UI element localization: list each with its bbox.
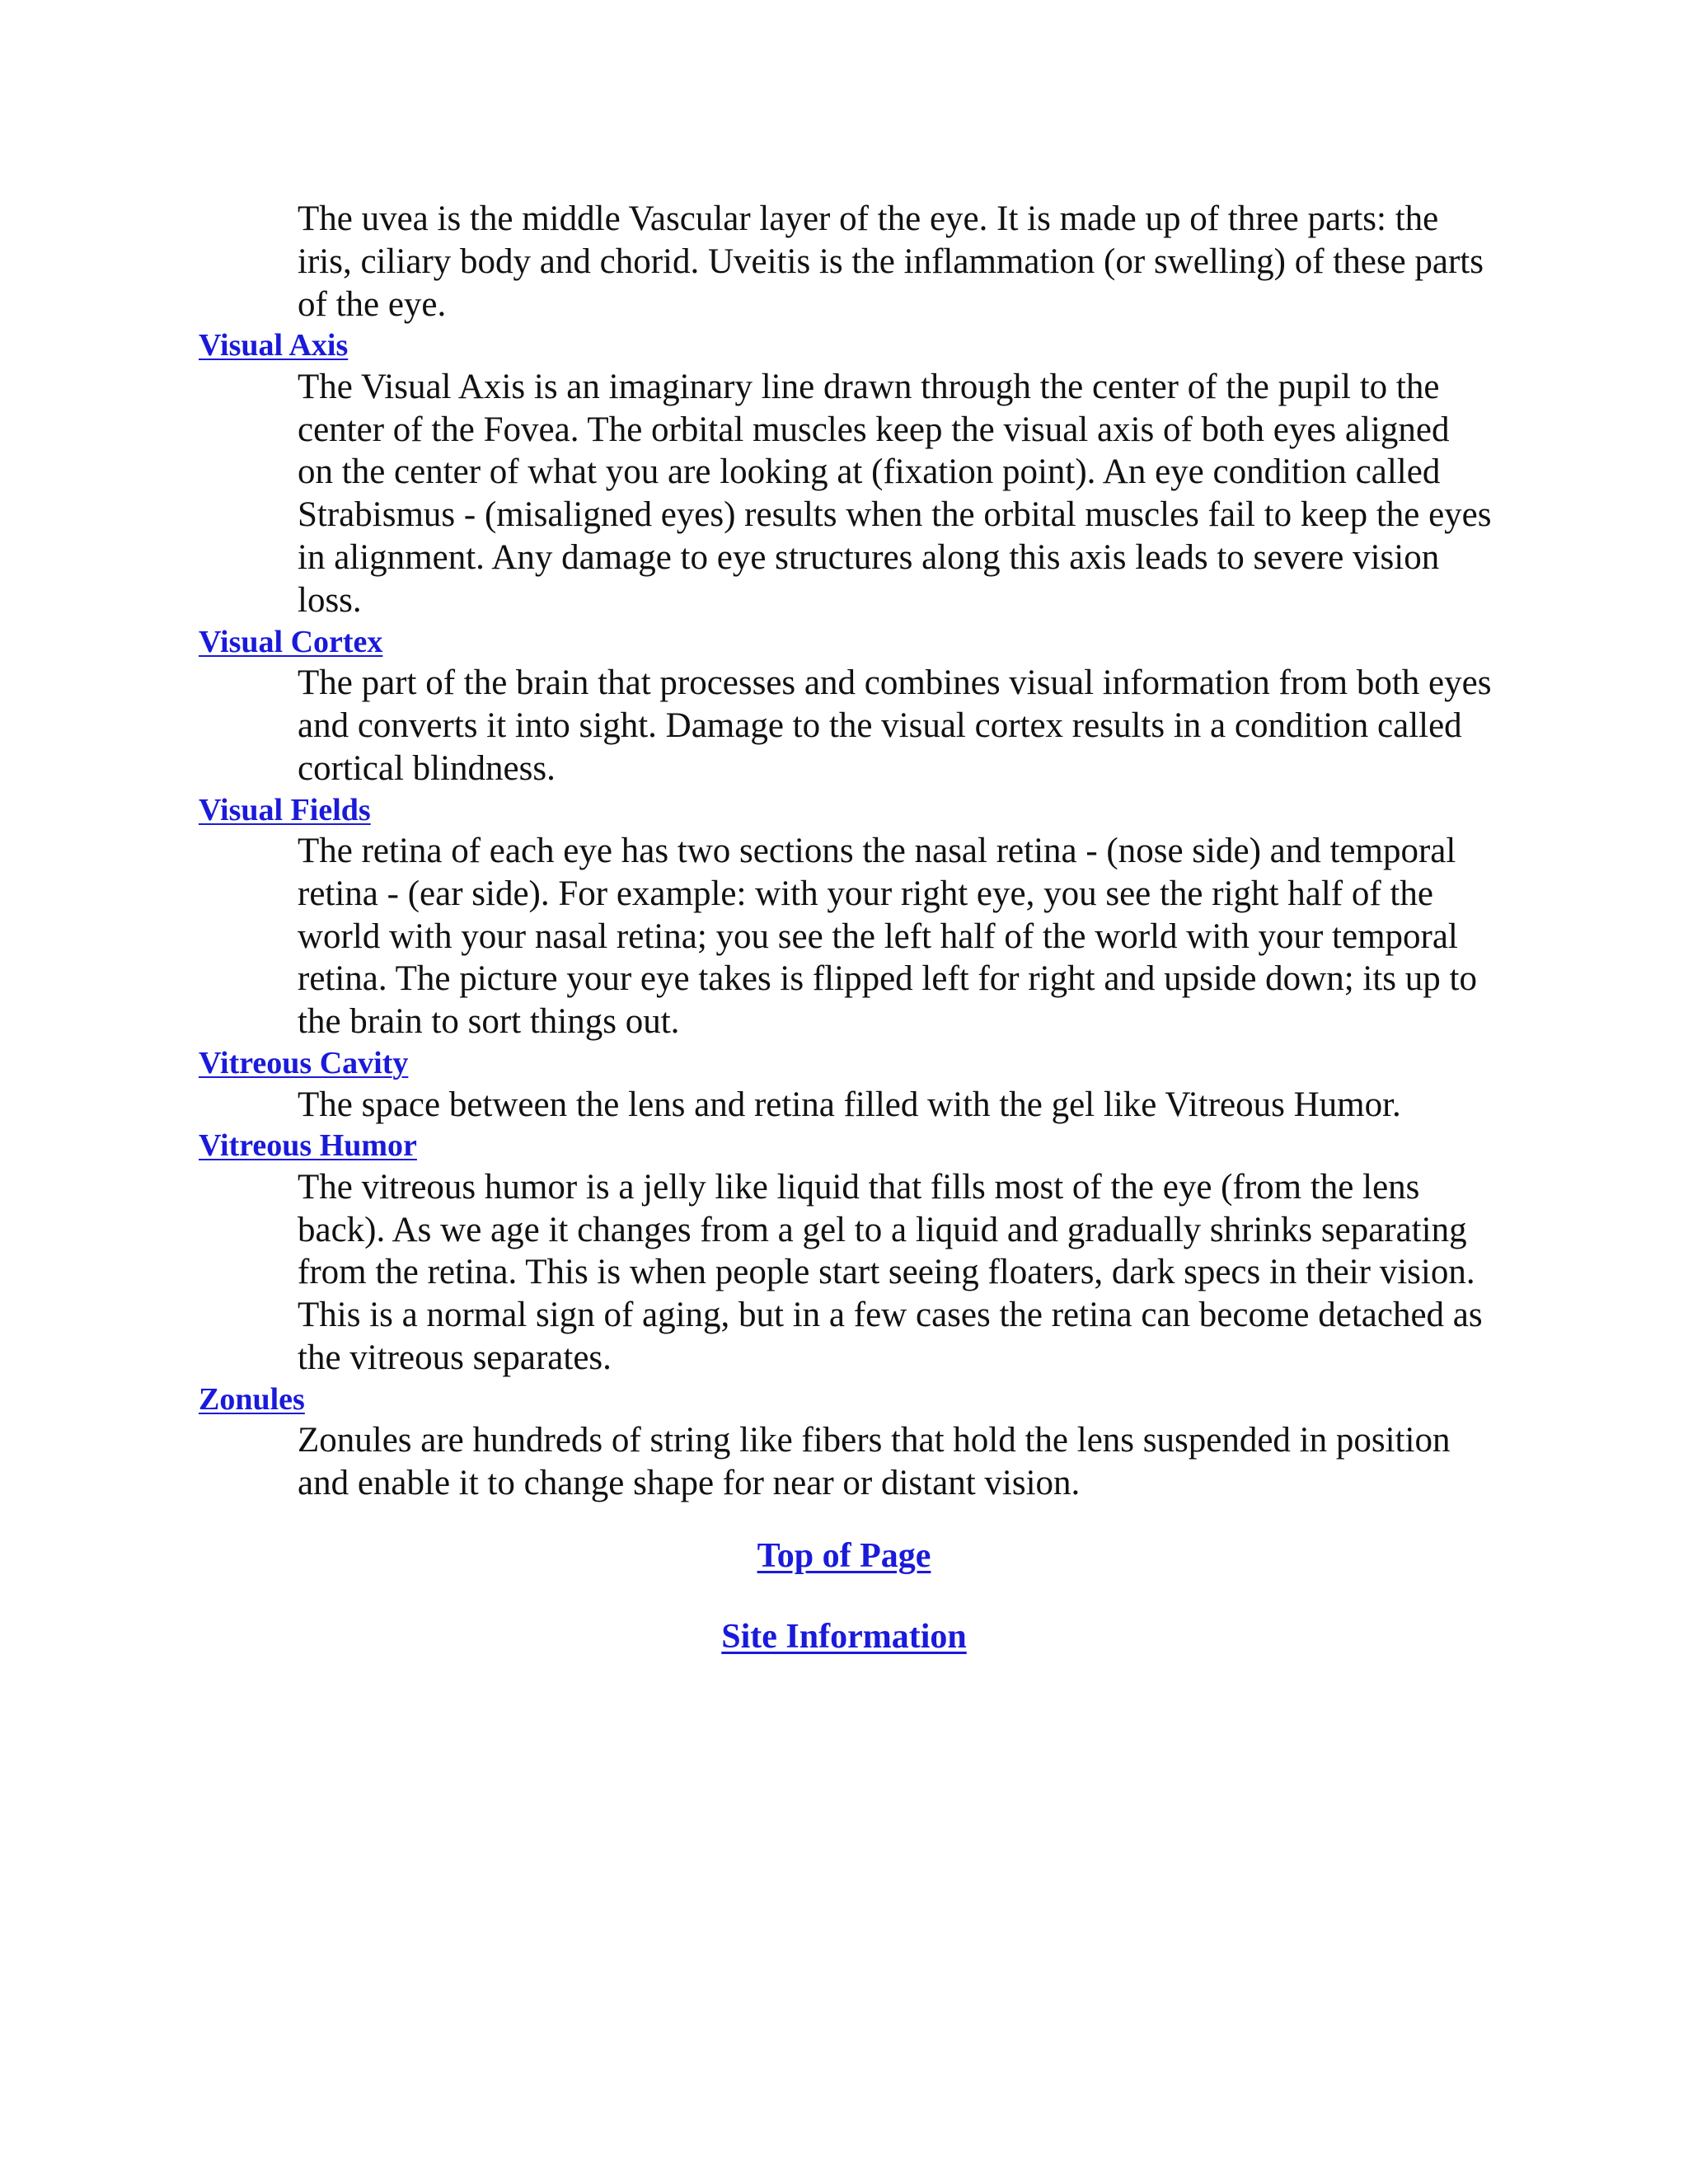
site-information-row <box>0 1615 1688 1658</box>
definition-visual-fields: The retina of each eye has two sections the nasal retina - (nose side) and temporal retina - (ear side). For example: with your right eye, you see the right half of the world with your nasal retina; you see the left half of the world with your temporal retina. The picture your eye takes is flipped left for right and upside down; its up to the brain to sort things out. <box>298 832 1477 1042</box>
definition-vitreous-humor: The vitreous humor is a jelly like liquid that fills most of the eye (from the lens back). As we age it changes from a gel to a liquid and gradually shrinks separating from the retina. This is when people start seeing floaters, dark specs in their vision. This is a normal sign of aging, but in a few cases the retina can become detached as the vitreous separates. <box>298 1167 1483 1378</box>
term-link-visual-fields[interactable]: Visual Fields <box>199 792 371 827</box>
glossary-content <box>199 198 1493 1505</box>
term-link-zonules[interactable]: Zonules <box>199 1381 305 1417</box>
term-link-visual-axis[interactable]: Visual Axis <box>199 328 349 363</box>
uvea-definition: The uvea is the middle Vascular layer of the eye. It is made up of three parts: the iris, ciliary body and chorid. Uveitis is the inflammation (or swelling) of these parts of the eye. <box>298 199 1484 324</box>
definition-zonules: Zonules are hundreds of string like fibers that hold the lens suspended in position and enable it to change shape for near or distant vision. <box>298 1421 1451 1503</box>
site-information-link[interactable]: Site Information <box>721 1618 967 1656</box>
term-link-vitreous-humor[interactable]: Vitreous Humor <box>199 1128 417 1164</box>
definition-visual-cortex: The part of the brain that processes and combines visual information from both eyes and converts it into sight. Damage to the visual cortex results in a condition called cortical blindness. <box>298 663 1492 788</box>
term-link-visual-cortex[interactable]: Visual Cortex <box>199 624 383 659</box>
top-of-page-link[interactable]: Top of Page <box>757 1537 931 1575</box>
definition-visual-axis: The Visual Axis is an imaginary line drawn through the center of the pupil to the center of the Fovea. The orbital muscles keep the visual axis of both eyes aligned on the center of what you are looking at (fixation point). An eye condition called Strabismus - (misaligned eyes) results when the orbital muscles fail to keep the eyes in alignment. Any damage to eye structures along this axis leads to severe vision loss. <box>298 367 1492 620</box>
top-of-page-row <box>0 1535 1688 1577</box>
term-link-vitreous-cavity[interactable]: Vitreous Cavity <box>199 1046 409 1081</box>
definition-vitreous-cavity: The space between the lens and retina filled with the gel like Vitreous Humor. <box>298 1085 1401 1124</box>
